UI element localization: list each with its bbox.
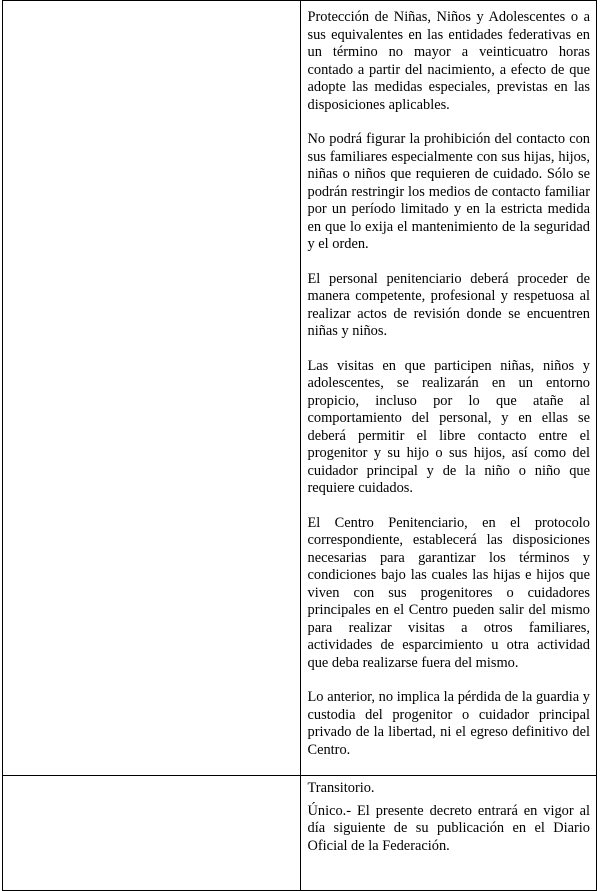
paragraph-6: Lo anterior, no implica la pérdida de la guardia y custodia del progenitor o cuidador principal privado de la libertad, ni el egreso definitivo del Centro.: [307, 689, 590, 758]
paragraph-5: El Centro Penitenciario, en el protocolo correspondiente, establecerá las disposiciones necesarias para garantizar los términos y condiciones bajo las cuales las hijas e hijos que viven con sus progenitores o cuidadores principales en el Centro pueden salir del mismo para realizar visitas a otros familiares, actividades de esparcimiento u otra actividad que deba realizarse fuera del mismo.: [307, 514, 590, 671]
paragraph-2: No podrá figurar la prohibición del contacto con sus familiares especialmente con sus hijas, hijos, niñas o niños que requieren de cuidado. Sólo se podrán restringir los medios de contacto familiar por un período limitado y en la estricta medida en que lo exija el mantenimiento de la seguridad y el orden.: [307, 131, 590, 252]
table-row-transitory: [3, 776, 597, 891]
table-row-main: [3, 1, 597, 776]
paragraph-1: Protección de Niñas, Niños y Adolescentes o a sus equivalentes en las entidades federativas en un término no mayor a veinticuatro horas contado a partir del nacimiento, a efecto de que adopte las medidas especiales, previstas en las disposiciones aplicables.: [307, 9, 590, 113]
transitory-body: Único.- El presente decreto entrará en vigor al día siguiente de su publicación en el Diario Oficial de la Federación.: [307, 802, 590, 854]
paragraph-3: El personal penitenciario deberá proceder de manera competente, profesional y respetuosa al realizar actos de revisión donde se encuentren niñas y niños.: [307, 270, 590, 339]
right-cell-transitory: [300, 776, 597, 891]
left-cell-empty: [3, 1, 301, 776]
left-cell-empty-transitory: [3, 776, 301, 891]
document-table: [2, 0, 597, 891]
transitory-title: Transitorio.: [307, 780, 375, 796]
paragraph-4: Las visitas en que participen niñas, niños y adolescentes, se realizarán en un entorno propicio, incluso por lo que atañe al comportamiento del personal, y en ellas se deberá permitir el libre contacto entre el progenitor y su hijo o sus hijos, así como del cuidador principal y de la niño o niño que requiere cuidados.: [307, 357, 590, 496]
right-cell-main-text: [300, 1, 597, 776]
